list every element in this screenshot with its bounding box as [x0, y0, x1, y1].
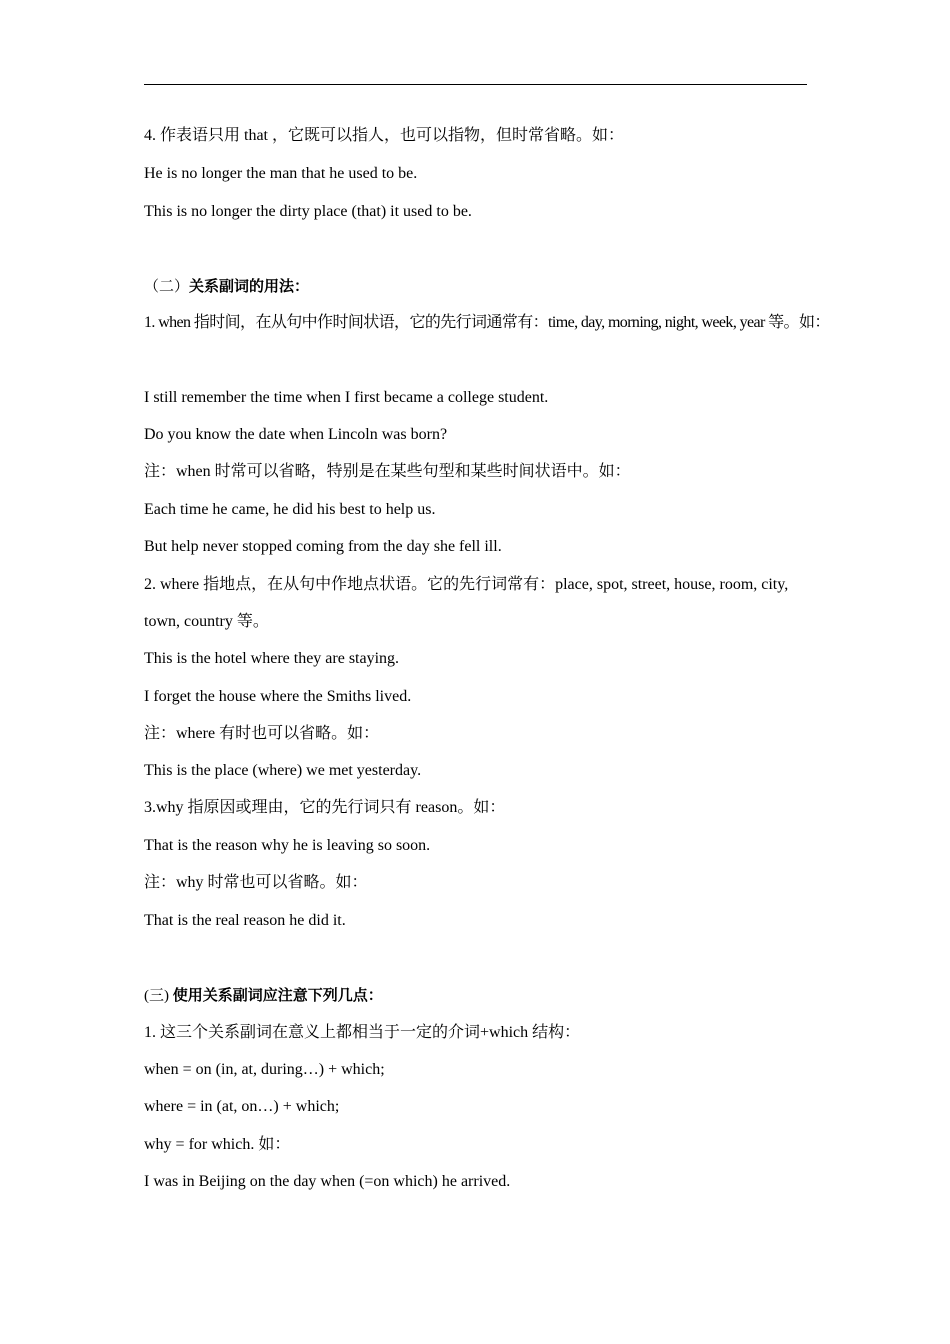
example-sentence: I forget the house where the Smiths lived. [144, 688, 412, 705]
example-sentence: I was in Beijing on the day when (=on which) he arrived. [144, 1173, 511, 1190]
note-line: 注：where 有时也可以省略。如： [144, 725, 380, 742]
example-sentence: This is the hotel where they are staying. [144, 650, 400, 667]
note-line: 注：when 时常可以省略，特别是在某些句型和某些时间状语中。如： [144, 463, 631, 480]
example-sentence: This is no longer the dirty place (that) it used to be. [144, 203, 472, 220]
section-title: 关系副词的用法： [189, 279, 310, 295]
example-sentence: That is the real reason he did it. [144, 912, 346, 929]
example-sentence: He is no longer the man that he used to be. [144, 165, 418, 182]
section-number: （二） [144, 279, 190, 295]
example-sentence: Do you know the date when Lincoln was born? [144, 426, 448, 443]
header-rule [144, 84, 807, 85]
example-sentence: Each time he came, he did his best to help us. [144, 501, 436, 518]
example-sentence: That is the reason why he is leaving so soon. [144, 837, 431, 854]
example-sentence: But help never stopped coming from the day she fell ill. [144, 538, 502, 555]
example-sentence: I still remember the time when I first became a college student. [144, 389, 549, 406]
rule-line: 1. when 指时间，在从句中作时间状语，它的先行词通常有：time, day, morning, night, week, year 等。如： [144, 314, 830, 331]
section-number: (三) [144, 988, 169, 1004]
section-heading-2 [144, 277, 309, 297]
note-line: 注：why 时常也可以省略。如： [144, 874, 368, 891]
formula-line: when = on (in, at, during…) + which; [144, 1061, 385, 1078]
example-sentence: This is the place (where) we met yesterday. [144, 762, 422, 779]
section-heading-3 [144, 986, 383, 1006]
rule-line: 2. where 指地点，在从句中作地点状语。它的先行词常有：place, spot, street, house, room, city, [144, 576, 789, 593]
formula-line: why = for which. 如： [144, 1136, 291, 1153]
rule-line-continued: town, country 等。 [144, 613, 269, 630]
text-line: 4. 作表语只用 that ，它既可以指人，也可以指物，但时常省略。如： [144, 127, 624, 144]
formula-line: where = in (at, on…) + which; [144, 1098, 340, 1115]
rule-line: 3.why 指原因或理由，它的先行词只有 reason。如： [144, 799, 506, 816]
rule-line: 1. 这三个关系副词在意义上都相当于一定的介词+which 结构： [144, 1024, 581, 1041]
section-title: 使用关系副词应注意下列几点： [169, 988, 383, 1004]
